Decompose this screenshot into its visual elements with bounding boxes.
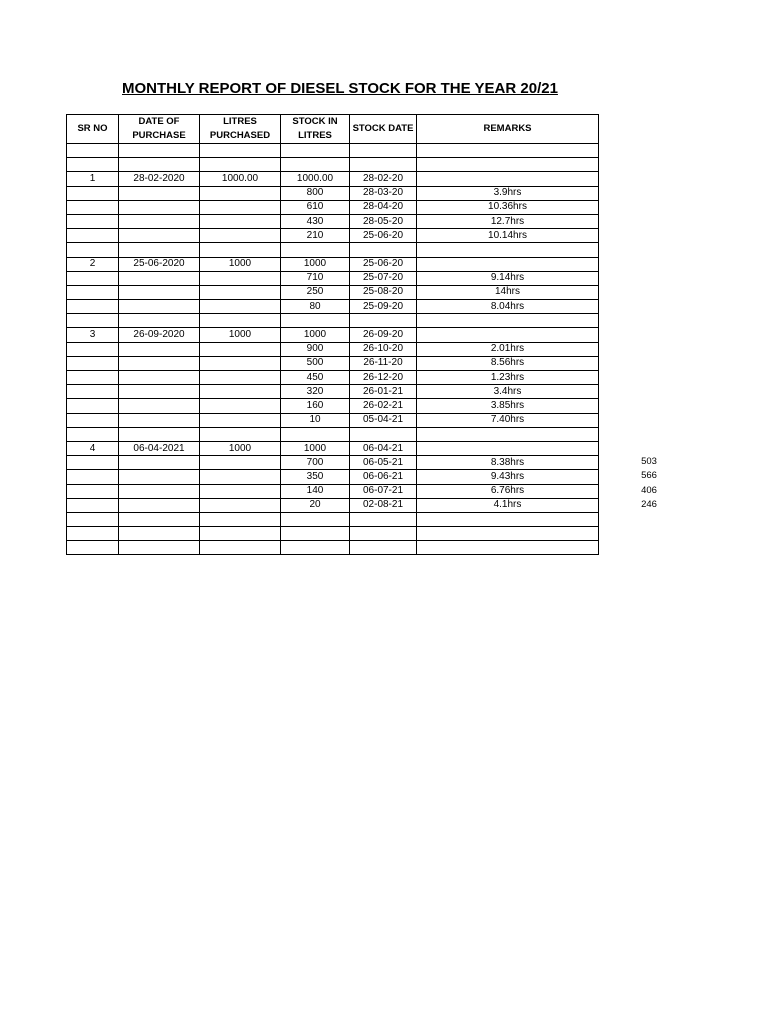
sr-no-cell (67, 342, 119, 356)
table-row (67, 200, 599, 214)
stock-date-cell (350, 158, 417, 172)
stock-litres-cell: 20 (281, 498, 350, 512)
sr-no-cell (67, 371, 119, 385)
table-row (67, 314, 599, 328)
header-sr-no: SR NO (67, 115, 119, 144)
header-date-of-purchase (119, 115, 200, 144)
sr-no-cell (67, 470, 119, 484)
stock-date-cell: 06-05-21 (350, 456, 417, 470)
sr-no-cell (67, 413, 119, 427)
stock-date-cell: 25-09-20 (350, 300, 417, 314)
remarks-cell (417, 541, 599, 555)
remarks-cell: 4.1hrs (417, 498, 599, 512)
header-litres-purchased-line2: PURCHASED (209, 130, 271, 141)
remarks-cell: 8.38hrs (417, 456, 599, 470)
sr-no-cell (67, 541, 119, 555)
stock-litres-cell (281, 541, 350, 555)
table-row (67, 172, 599, 186)
purchase-date-cell (119, 300, 200, 314)
litres-purchased-cell (200, 200, 281, 214)
purchase-date-cell (119, 243, 200, 257)
purchase-date-cell (119, 144, 200, 158)
stock-litres-cell: 10 (281, 413, 350, 427)
header-stock-in-litres-line2: LITRES (298, 130, 332, 141)
sr-no-cell (67, 484, 119, 498)
litres-purchased-cell (200, 385, 281, 399)
remarks-cell (417, 427, 599, 441)
stock-litres-cell: 610 (281, 200, 350, 214)
table-row (67, 342, 599, 356)
litres-purchased-cell (200, 413, 281, 427)
sr-no-cell (67, 385, 119, 399)
litres-purchased-cell: 1000.00 (200, 172, 281, 186)
litres-purchased-cell (200, 314, 281, 328)
stock-date-cell (350, 144, 417, 158)
stock-date-cell: 06-07-21 (350, 484, 417, 498)
stock-date-cell: 25-06-20 (350, 229, 417, 243)
purchase-date-cell (119, 342, 200, 356)
remarks-cell: 8.04hrs (417, 300, 599, 314)
sr-no-cell (67, 512, 119, 526)
stock-litres-cell (281, 158, 350, 172)
header-date-of-purchase-line2: PURCHASE (132, 130, 186, 141)
header-stock-date: STOCK DATE (350, 115, 417, 144)
stock-litres-cell: 1000 (281, 328, 350, 342)
sr-no-cell (67, 214, 119, 228)
table-row (67, 158, 599, 172)
purchase-date-cell (119, 512, 200, 526)
remarks-cell: 2.01hrs (417, 342, 599, 356)
table-row (67, 186, 599, 200)
litres-purchased-cell (200, 186, 281, 200)
stock-date-cell (350, 541, 417, 555)
stock-date-cell: 06-06-21 (350, 470, 417, 484)
table-row (67, 371, 599, 385)
remarks-cell (417, 172, 599, 186)
sr-no-cell (67, 144, 119, 158)
sr-no-cell (67, 243, 119, 257)
table-row (67, 257, 599, 271)
stock-date-cell: 26-11-20 (350, 356, 417, 370)
litres-purchased-cell (200, 285, 281, 299)
stock-date-cell (350, 512, 417, 526)
remarks-cell: 3.85hrs (417, 399, 599, 413)
purchase-date-cell (119, 498, 200, 512)
stock-date-cell: 05-04-21 (350, 413, 417, 427)
litres-purchased-cell (200, 243, 281, 257)
litres-purchased-cell (200, 371, 281, 385)
remarks-cell: 10.36hrs (417, 200, 599, 214)
table-row (67, 413, 599, 427)
sr-no-cell (67, 456, 119, 470)
side-value: 566 (641, 470, 657, 481)
table-row (67, 527, 599, 541)
remarks-cell (417, 158, 599, 172)
header-stock-in-litres-line1: STOCK IN (292, 116, 338, 127)
remarks-cell (417, 144, 599, 158)
stock-date-cell: 26-12-20 (350, 371, 417, 385)
stock-litres-cell: 80 (281, 300, 350, 314)
purchase-date-cell: 06-04-2021 (119, 441, 200, 455)
table-row (67, 144, 599, 158)
litres-purchased-cell (200, 271, 281, 285)
sr-no-cell: 3 (67, 328, 119, 342)
stock-litres-cell: 160 (281, 399, 350, 413)
litres-purchased-cell (200, 456, 281, 470)
purchase-date-cell (119, 158, 200, 172)
sr-no-cell (67, 427, 119, 441)
litres-purchased-cell (200, 484, 281, 498)
table-row (67, 541, 599, 555)
table-row (67, 243, 599, 257)
litres-purchased-cell (200, 527, 281, 541)
litres-purchased-cell (200, 399, 281, 413)
remarks-cell (417, 243, 599, 257)
remarks-cell: 8.56hrs (417, 356, 599, 370)
sr-no-cell (67, 285, 119, 299)
remarks-cell (417, 527, 599, 541)
table-header-row (67, 115, 599, 144)
stock-date-cell: 26-10-20 (350, 342, 417, 356)
remarks-cell (417, 512, 599, 526)
stock-litres-cell: 140 (281, 484, 350, 498)
stock-litres-cell (281, 512, 350, 526)
sr-no-cell: 1 (67, 172, 119, 186)
stock-date-cell: 25-06-20 (350, 257, 417, 271)
header-litres-purchased (200, 115, 281, 144)
stock-litres-cell (281, 527, 350, 541)
side-value: 406 (641, 485, 657, 496)
stock-litres-cell: 250 (281, 285, 350, 299)
stock-date-cell: 28-05-20 (350, 214, 417, 228)
litres-purchased-cell (200, 144, 281, 158)
purchase-date-cell (119, 484, 200, 498)
purchase-date-cell (119, 385, 200, 399)
stock-litres-cell: 350 (281, 470, 350, 484)
purchase-date-cell (119, 427, 200, 441)
remarks-cell (417, 328, 599, 342)
sr-no-cell (67, 158, 119, 172)
table-row (67, 328, 599, 342)
purchase-date-cell (119, 314, 200, 328)
stock-date-cell: 28-02-20 (350, 172, 417, 186)
purchase-date-cell (119, 541, 200, 555)
stock-date-cell (350, 243, 417, 257)
stock-litres-cell: 710 (281, 271, 350, 285)
stock-date-cell (350, 314, 417, 328)
remarks-cell: 3.9hrs (417, 186, 599, 200)
table-row (67, 484, 599, 498)
sr-no-cell (67, 186, 119, 200)
remarks-cell: 6.76hrs (417, 484, 599, 498)
remarks-cell: 7.40hrs (417, 413, 599, 427)
purchase-date-cell (119, 470, 200, 484)
table-row (67, 356, 599, 370)
litres-purchased-cell (200, 214, 281, 228)
stock-date-cell: 28-04-20 (350, 200, 417, 214)
remarks-cell (417, 257, 599, 271)
side-value: 246 (641, 499, 657, 510)
stock-date-cell: 28-03-20 (350, 186, 417, 200)
stock-date-cell: 02-08-21 (350, 498, 417, 512)
stock-litres-cell: 430 (281, 214, 350, 228)
stock-litres-cell: 450 (281, 371, 350, 385)
remarks-cell (417, 314, 599, 328)
purchase-date-cell (119, 413, 200, 427)
sr-no-cell: 4 (67, 441, 119, 455)
stock-litres-cell (281, 427, 350, 441)
purchase-date-cell (119, 399, 200, 413)
table-row (67, 512, 599, 526)
stock-litres-cell: 1000 (281, 441, 350, 455)
table-row (67, 399, 599, 413)
litres-purchased-cell: 1000 (200, 328, 281, 342)
stock-date-cell: 26-02-21 (350, 399, 417, 413)
sr-no-cell (67, 271, 119, 285)
stock-date-cell: 25-07-20 (350, 271, 417, 285)
sr-no-cell (67, 527, 119, 541)
purchase-date-cell (119, 356, 200, 370)
header-date-of-purchase-line1: DATE OF (138, 116, 180, 127)
sr-no-cell (67, 229, 119, 243)
remarks-cell: 12.7hrs (417, 214, 599, 228)
stock-date-cell: 25-08-20 (350, 285, 417, 299)
header-litres-purchased-line1: LITRES (223, 116, 257, 127)
table-row (67, 271, 599, 285)
sr-no-cell (67, 399, 119, 413)
table-row (67, 229, 599, 243)
litres-purchased-cell (200, 342, 281, 356)
table-row (67, 214, 599, 228)
remarks-cell: 10.14hrs (417, 229, 599, 243)
stock-litres-cell: 700 (281, 456, 350, 470)
table-row (67, 456, 599, 470)
stock-litres-cell (281, 243, 350, 257)
table-row (67, 498, 599, 512)
table-row (67, 427, 599, 441)
purchase-date-cell (119, 456, 200, 470)
stock-litres-cell (281, 314, 350, 328)
stock-date-cell (350, 527, 417, 541)
stock-litres-cell: 210 (281, 229, 350, 243)
purchase-date-cell (119, 271, 200, 285)
stock-litres-cell: 900 (281, 342, 350, 356)
purchase-date-cell (119, 214, 200, 228)
remarks-cell: 3.4hrs (417, 385, 599, 399)
sr-no-cell (67, 300, 119, 314)
table-row (67, 470, 599, 484)
sr-no-cell (67, 498, 119, 512)
purchase-date-cell (119, 527, 200, 541)
stock-date-cell (350, 427, 417, 441)
remarks-cell (417, 441, 599, 455)
remarks-cell: 1.23hrs (417, 371, 599, 385)
stock-litres-cell: 800 (281, 186, 350, 200)
sr-no-cell (67, 314, 119, 328)
stock-date-cell: 06-04-21 (350, 441, 417, 455)
side-value: 503 (641, 456, 657, 467)
stock-litres-cell: 320 (281, 385, 350, 399)
table-row (67, 300, 599, 314)
stock-litres-cell (281, 144, 350, 158)
purchase-date-cell (119, 285, 200, 299)
litres-purchased-cell (200, 229, 281, 243)
purchase-date-cell: 28-02-2020 (119, 172, 200, 186)
remarks-cell: 14hrs (417, 285, 599, 299)
stock-litres-cell: 1000.00 (281, 172, 350, 186)
litres-purchased-cell (200, 470, 281, 484)
purchase-date-cell (119, 186, 200, 200)
sr-no-cell: 2 (67, 257, 119, 271)
purchase-date-cell: 25-06-2020 (119, 257, 200, 271)
litres-purchased-cell (200, 158, 281, 172)
purchase-date-cell (119, 229, 200, 243)
litres-purchased-cell (200, 498, 281, 512)
table-row (67, 441, 599, 455)
stock-date-cell: 26-09-20 (350, 328, 417, 342)
litres-purchased-cell: 1000 (200, 257, 281, 271)
litres-purchased-cell: 1000 (200, 441, 281, 455)
sr-no-cell (67, 356, 119, 370)
purchase-date-cell: 26-09-2020 (119, 328, 200, 342)
table-row (67, 285, 599, 299)
header-stock-in-litres (281, 115, 350, 144)
stock-date-cell: 26-01-21 (350, 385, 417, 399)
litres-purchased-cell (200, 356, 281, 370)
diesel-stock-table (66, 114, 599, 555)
remarks-cell: 9.14hrs (417, 271, 599, 285)
litres-purchased-cell (200, 427, 281, 441)
purchase-date-cell (119, 200, 200, 214)
litres-purchased-cell (200, 300, 281, 314)
stock-litres-cell: 1000 (281, 257, 350, 271)
stock-litres-cell: 500 (281, 356, 350, 370)
purchase-date-cell (119, 371, 200, 385)
sr-no-cell (67, 200, 119, 214)
report-title: MONTHLY REPORT OF DIESEL STOCK FOR THE YEAR 20/21 (122, 80, 558, 97)
remarks-cell: 9.43hrs (417, 470, 599, 484)
header-remarks: REMARKS (417, 115, 599, 144)
litres-purchased-cell (200, 541, 281, 555)
litres-purchased-cell (200, 512, 281, 526)
table-row (67, 385, 599, 399)
